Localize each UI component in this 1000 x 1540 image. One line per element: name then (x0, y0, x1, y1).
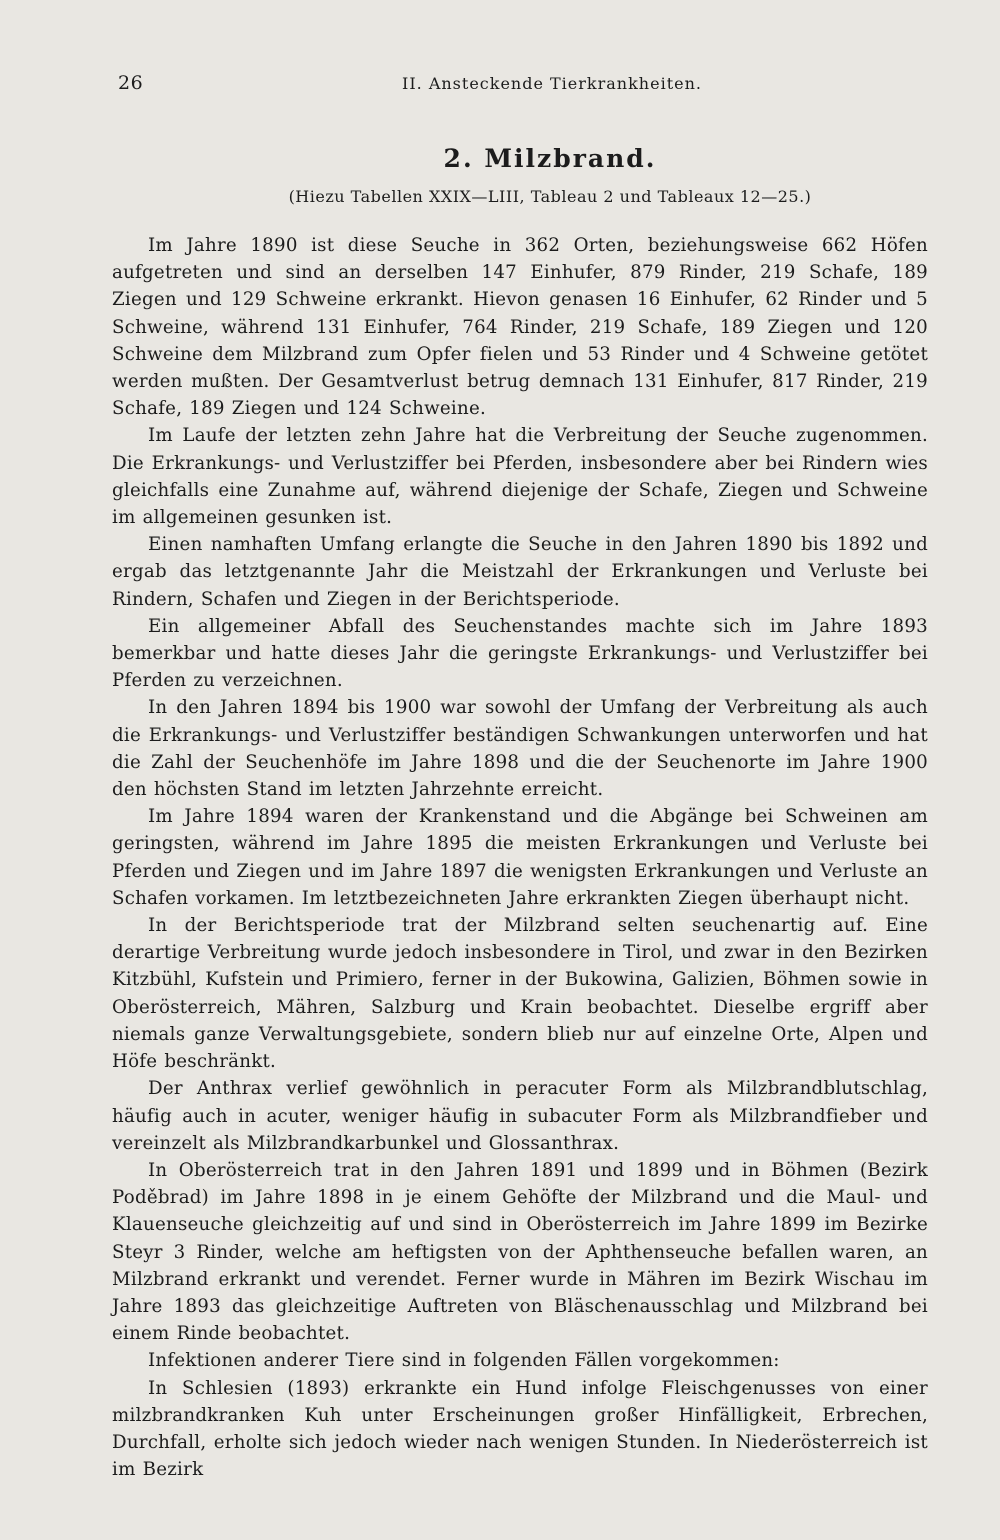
running-head (112, 64, 928, 104)
body-text (112, 232, 928, 1483)
section-title: 2. Milzbrand. (443, 144, 657, 173)
paragraph: Infektionen anderer Tiere sind in folgenden Fällen vorgekommen: (148, 1350, 780, 1372)
paragraph: In der Berichtsperiode trat der Milzbrand selten seuchenartig auf. Eine derartige Verbreitung wurde jedoch insbesondere in Tirol, und zwar in den Bezirken Kitzbühl, Kufstein und Primiero, ferner in der Bukowina, Galizien, Böhmen sowie in Oberösterreich, Mähren, Salzburg und Krain beobachtet. Dieselbe ergriff aber niemals ganze Verwaltungsgebiete, sondern blieb nur auf einzelne Orte, Alpen und Höfe beschränkt. (112, 915, 928, 1073)
paragraph: Im Laufe der letzten zehn Jahre hat die Verbreitung der Seuche zugenommen. Die Erkrankungs- und Verlustziffer bei Pferden, insbesondere aber bei Rindern wies gleichfalls eine Zunahme auf, während diejenige der Schafe, Ziegen und Schweine im allgemeinen gesunken ist. (112, 425, 928, 529)
paragraph: Einen namhaften Umfang erlangte die Seuche in den Jahren 1890 bis 1892 und ergab das letztgenannte Jahr die Meistzahl der Erkrankungen und Verluste bei Rindern, Schafen und Ziegen in der Berichtsperiode. (112, 534, 928, 610)
paragraph: Der Anthrax verlief gewöhnlich in peracuter Form als Milzbrandblutschlag, häufig auch in acuter, weniger häufig in subacuter Form als Milzbrandfieber und vereinzelt als Milzbrandkarbunkel und Glossanthrax. (112, 1078, 928, 1154)
paragraph: Im Jahre 1894 waren der Krankenstand und die Abgänge bei Schweinen am geringsten, während im Jahre 1895 die meisten Erkrankungen und Verluste bei Pferden und Ziegen und im Jahre 1897 die wenigsten Erkrankungen und Verluste an Schafen vorkamen. Im letztbezeichneten Jahre erkrankten Ziegen überhaupt nicht. (112, 806, 928, 909)
paragraph: In Oberösterreich trat in den Jahren 1891 und 1899 und in Böhmen (Bezirk Poděbrad) im Jahre 1898 in je einem Gehöfte der Milzbrand und die Maul- und Klauenseuche gleichzeitig auf und sind in Oberösterreich im Jahre 1899 im Bezirke Steyr 3 Rinder, welche am heftigsten von der Aphthenseuche befallen waren, an Milzbrand erkrankt und verendet. Ferner wurde in Mähren im Bezirk Wischau im Jahre 1893 das gleichzeitige Auftreten von Bläschenausschlag und Milzbrand bei einem Rinde beobachtet. (112, 1159, 928, 1345)
section-subtitle: (Hiezu Tabellen XXIX—LIII, Tableau 2 und Tableaux 12—25.) (288, 187, 812, 206)
running-title: II. Ansteckende Tierkrankheiten. (402, 74, 702, 93)
page-number: 26 (118, 72, 144, 94)
paragraph: Ein allgemeiner Abfall des Seuchenstandes machte sich im Jahre 1893 bemerkbar und hatte dieses Jahr die geringste Erkrankungs- und Verlustziffer bei Pferden zu verzeichnen. (112, 615, 928, 692)
paragraph: Im Jahre 1890 ist diese Seuche in 362 Orten, beziehungsweise 662 Höfen aufgetreten und sind an derselben 147 Einhufer, 879 Rinder, 219 Schafe, 189 Ziegen und 129 Schweine erkrankt. Hievon genasen 16 Einhufer, 62 Rinder und 5 Schweine, während 131 Einhufer, 764 Rinder, 219 Schafe, 189 Ziegen und 120 Schweine dem Milzbrand zum Opfer fielen und 53 Rinder und 4 Schweine getötet werden mußten. Der Gesamtverlust betrug demnach 131 Einhufer, 817 Rinder, 219 Schafe, 189 Ziegen und 124 Schweine. (112, 235, 928, 420)
paragraph: In Schlesien (1893) erkrankte ein Hund infolge Fleischgenusses von einer milzbrandkranken Kuh unter Erscheinungen großer Hinfälligkeit, Erbrechen, Durchfall, erholte sich jedoch wieder nach wenigen Stunden. In Niederösterreich ist im Bezirk (112, 1377, 928, 1481)
paragraph: In den Jahren 1894 bis 1900 war sowohl der Umfang der Verbreitung als auch die Erkrankungs- und Verlustziffer beständigen Schwankungen unterworfen und hat die Zahl der Seuchenhöfe im Jahre 1898 und die der Seuchenorte im Jahre 1900 den höchsten Stand im letzten Jahrzehnte erreicht. (112, 697, 928, 801)
